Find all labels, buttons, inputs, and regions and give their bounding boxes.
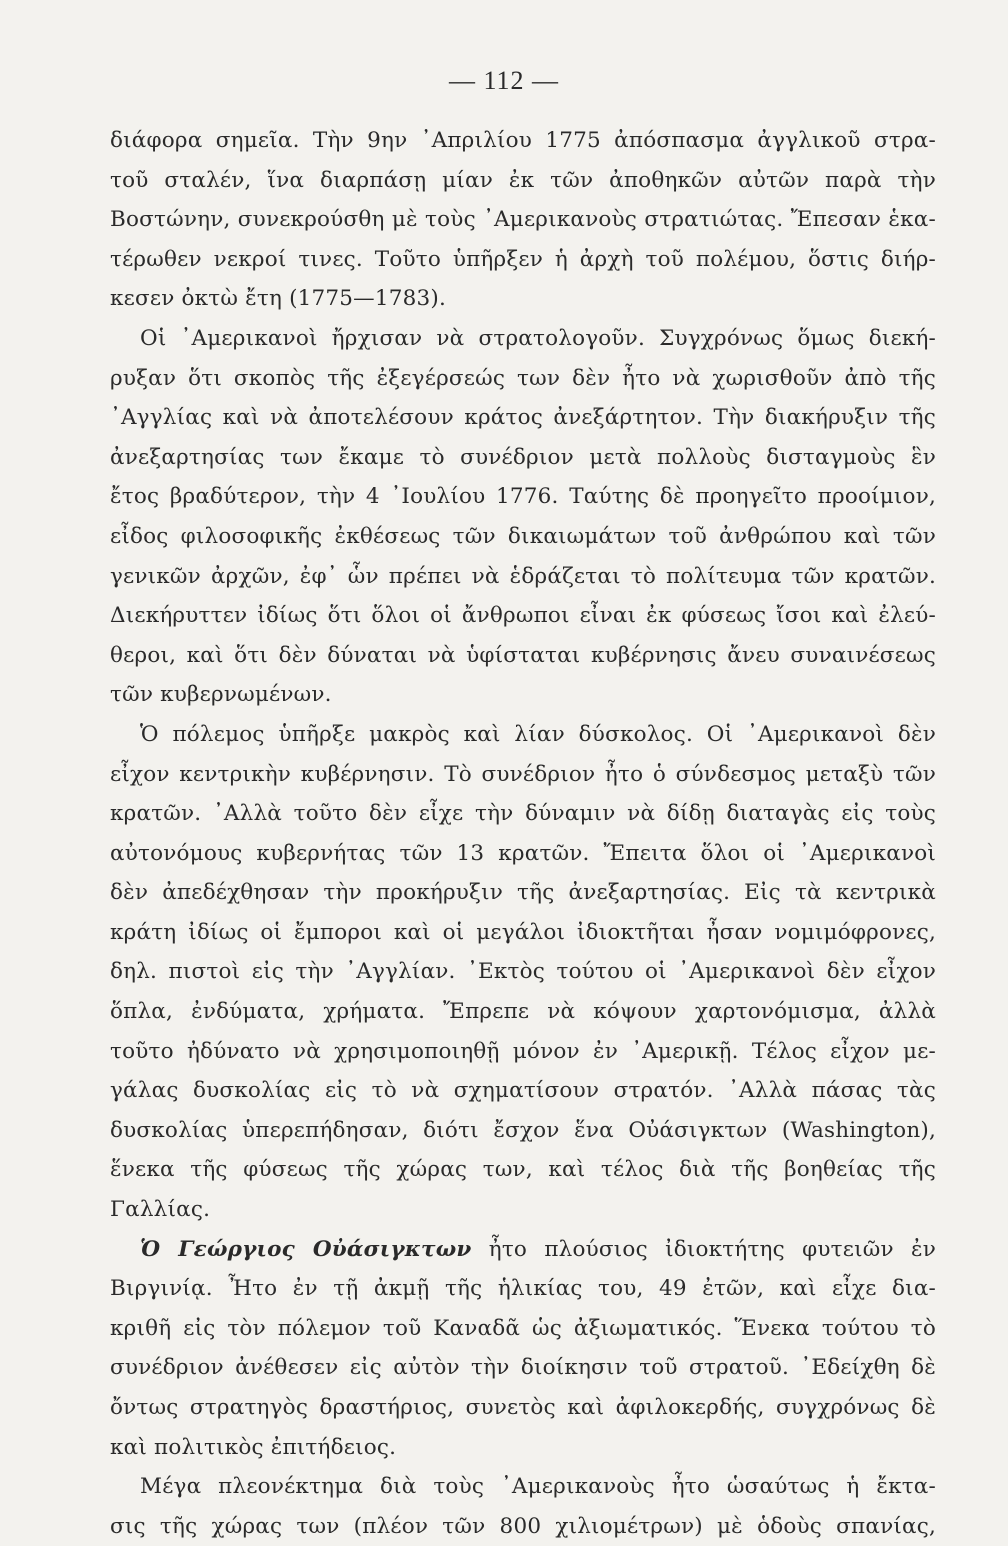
text-line: [110, 636, 936, 676]
text-line: [110, 1388, 936, 1428]
text-line: [110, 1032, 936, 1072]
text-line: [110, 952, 936, 992]
line-text: τοῦ σταλέν, ἵνα διαρπάσῃ μίαν ἐκ τῶν ἀποθηκῶν αὐτῶν παρὰ τὴν: [110, 167, 936, 193]
text-line: [110, 1071, 936, 1111]
line-text: τῶν κυβερνωμένων.: [110, 682, 332, 708]
line-text: ὅπλα, ἐνδύματα, χρήματα. Ἔπρεπε νὰ κόψουν χαρτονόμισμα, ἀλλὰ: [110, 999, 936, 1025]
text-line: [110, 319, 936, 359]
line-text: τέρωθεν νεκροί τινες. Τοῦτο ὑπῆρξεν ἡ ἀρχὴ τοῦ πολέμου, ὅστις διήρ-: [110, 246, 936, 272]
text-line: [110, 1111, 936, 1151]
text-line: [110, 240, 936, 280]
page-number: — 112 —: [448, 66, 560, 95]
text-line: [110, 715, 936, 755]
line-text: εἶδος φιλοσοφικῆς ἐκθέσεως τῶν δικαιωμάτων τοῦ ἀνθρώπου καὶ τῶν: [110, 523, 936, 549]
text-line: [110, 1467, 936, 1507]
line-text: γενικῶν ἀρχῶν, ἐφ᾿ ὧν πρέπει νὰ ἑδράζεται τὸ πολίτευμα τῶν κρατῶν.: [110, 563, 936, 589]
line-text: αὐτονόμους κυβερνήτας τῶν 13 κρατῶν. Ἔπειτα ὅλοι οἱ ᾿Αμερικανοὶ: [110, 840, 936, 866]
line-text: κράτη ἰδίως οἱ ἔμποροι καὶ οἱ μεγάλοι ἰδιοκτῆται ἦσαν νομιμόφρονες,: [110, 919, 936, 945]
line-text: κρατῶν. ᾿Αλλὰ τοῦτο δὲν εἶχε τὴν δύναμιν νὰ δίδῃ διαταγὰς εἰς τοὺς: [110, 801, 936, 827]
text-line: [110, 596, 936, 636]
text-line: [110, 438, 936, 478]
line-text: ἕνεκα τῆς φύσεως τῆς χώρας των, καὶ τέλος διὰ τῆς βοηθείας τῆς: [110, 1157, 936, 1183]
text-line: [110, 121, 936, 161]
text-line: [110, 1230, 936, 1270]
bold-name: Ὁ Γεώργιος Οὐάσιγκτων: [140, 1236, 472, 1262]
text-line: [110, 1190, 936, 1230]
text-line: [110, 755, 936, 795]
text-line: [110, 557, 936, 597]
text-line: [110, 1428, 936, 1468]
line-text: συνέδριον ἀνέθεσεν εἰς αὐτὸν τὴν διοίκησιν τοῦ στρατοῦ. ᾿Εδείχθη δὲ: [110, 1355, 936, 1381]
text-line: [110, 1348, 936, 1388]
line-text: σις τῆς χώρας των (πλέον τῶν 800 χιλιομέτρων) μὲ ὁδοὺς σπανίας,: [110, 1513, 936, 1539]
text-line: [110, 992, 936, 1032]
line-text: ρυξαν ὅτι σκοπὸς τῆς ἐξεγέρσεώς των δὲν ἦτο νὰ χωρισθοῦν ἀπὸ τῆς: [110, 365, 936, 391]
body-text: [110, 121, 936, 1546]
text-line: [110, 1269, 936, 1309]
text-line: [110, 1150, 936, 1190]
line-text: ἔτος βραδύτερον, τὴν 4 ᾿Ιουλίου 1776. Ταύτης δὲ προηγεῖτο προοίμιον,: [110, 484, 936, 510]
line-text: δὲν ἀπεδέχθησαν τὴν προκήρυξιν τῆς ἀνεξαρτησίας. Εἰς τὰ κεντρικὰ: [110, 880, 936, 906]
text-line: [110, 359, 936, 399]
line-text: ᾿Αγγλίας καὶ νὰ ἀποτελέσουν κράτος ἀνεξάρτητον. Τὴν διακήρυξιν τῆς: [110, 405, 936, 431]
text-line: [110, 913, 936, 953]
line-text: Γαλλίας.: [110, 1197, 211, 1223]
line-text: Διεκήρυττεν ἰδίως ὅτι ὅλοι οἱ ἄνθρωποι εἶναι ἐκ φύσεως ἴσοι καὶ ἐλεύ-: [110, 603, 936, 629]
line-text: κεσεν ὀκτὼ ἔτη (1775—1783).: [110, 286, 447, 312]
line-text: Οἱ ᾿Αμερικανοὶ ἤρχισαν νὰ στρατολογοῦν. Συγχρόνως ὅμως διεκή-: [140, 325, 936, 351]
line-text: γάλας δυσκολίας εἰς τὸ νὰ σχηματίσουν στρατόν. ᾿Αλλὰ πάσας τὰς: [110, 1078, 936, 1104]
text-line: [110, 398, 936, 438]
text-line: [110, 517, 936, 557]
line-text: Ὁ πόλεμος ὑπῆρξε μακρὸς καὶ λίαν δύσκολος. Οἱ ᾿Αμερικανοὶ δὲν: [140, 721, 936, 747]
line-text: ἀνεξαρτησίας των ἔκαμε τὸ συνέδριον μετὰ πολλοὺς δισταγμοὺς ἓν: [110, 444, 936, 470]
line-text: καὶ πολιτικὸς ἐπιτήδειος.: [110, 1434, 397, 1460]
line-text: Βιργινίᾳ. Ἦτο ἐν τῇ ἀκμῇ τῆς ἡλικίας του, 49 ἐτῶν, καὶ εἶχε δια-: [110, 1276, 936, 1302]
line-text: τοῦτο ἠδύνατο νὰ χρησιμοποιηθῇ μόνον ἐν ᾿Αμερικῇ. Τέλος εἶχον με-: [110, 1038, 936, 1064]
line-text: κριθῆ εἰς τὸν πόλεμον τοῦ Καναδᾶ ὡς ἀξιωματικός. Ἕνεκα τούτου τὸ: [110, 1315, 936, 1341]
line-text: Βοστώνην, συνεκρούσθη μὲ τοὺς ᾿Αμερικανοὺς στρατιώτας. Ἔπεσαν ἑκα-: [110, 207, 936, 233]
text-line: [110, 279, 936, 319]
line-text: Μέγα πλεονέκτημα διὰ τοὺς ᾿Αμερικανοὺς ἦτο ὡσαύτως ἡ ἔκτα-: [140, 1474, 936, 1500]
line-text: θεροι, καὶ ὅτι δὲν δύναται νὰ ὑφίσταται κυβέρνησις ἄνευ συναινέσεως: [110, 642, 936, 668]
text-line: [110, 873, 936, 913]
line-text: εἶχον κεντρικὴν κυβέρνησιν. Τὸ συνέδριον ἦτο ὁ σύνδεσμος μεταξὺ τῶν: [110, 761, 936, 787]
text-line: [110, 794, 936, 834]
line-text: ὄντως στρατηγὸς δραστήριος, συνετὸς καὶ ἀφιλοκερδής, συγχρόνως δὲ: [110, 1395, 936, 1420]
text-line: [110, 477, 936, 517]
line-text: ἦτο πλούσιος ἰδιοκτήτης φυτειῶν ἐν: [471, 1236, 936, 1262]
text-line: [110, 1309, 936, 1349]
text-line: [110, 1507, 936, 1546]
text-line: [110, 161, 936, 201]
line-text: δυσκολίας ὑπερεπήδησαν, διότι ἔσχον ἕνα Οὐάσιγκτων (Washington),: [110, 1117, 936, 1143]
text-line: [110, 675, 936, 715]
text-line: [110, 200, 936, 240]
line-text: δηλ. πιστοὶ εἰς τὴν ᾿Αγγλίαν. ᾿Εκτὸς τούτου οἱ ᾿Αμερικανοὶ δὲν εἶχον: [110, 959, 936, 985]
line-text: διάφορα σημεῖα. Τὴν 9ην ᾿Απριλίου 1775 ἀπόσπασμα ἀγγλικοῦ στρα-: [110, 128, 936, 153]
text-line: [110, 834, 936, 874]
